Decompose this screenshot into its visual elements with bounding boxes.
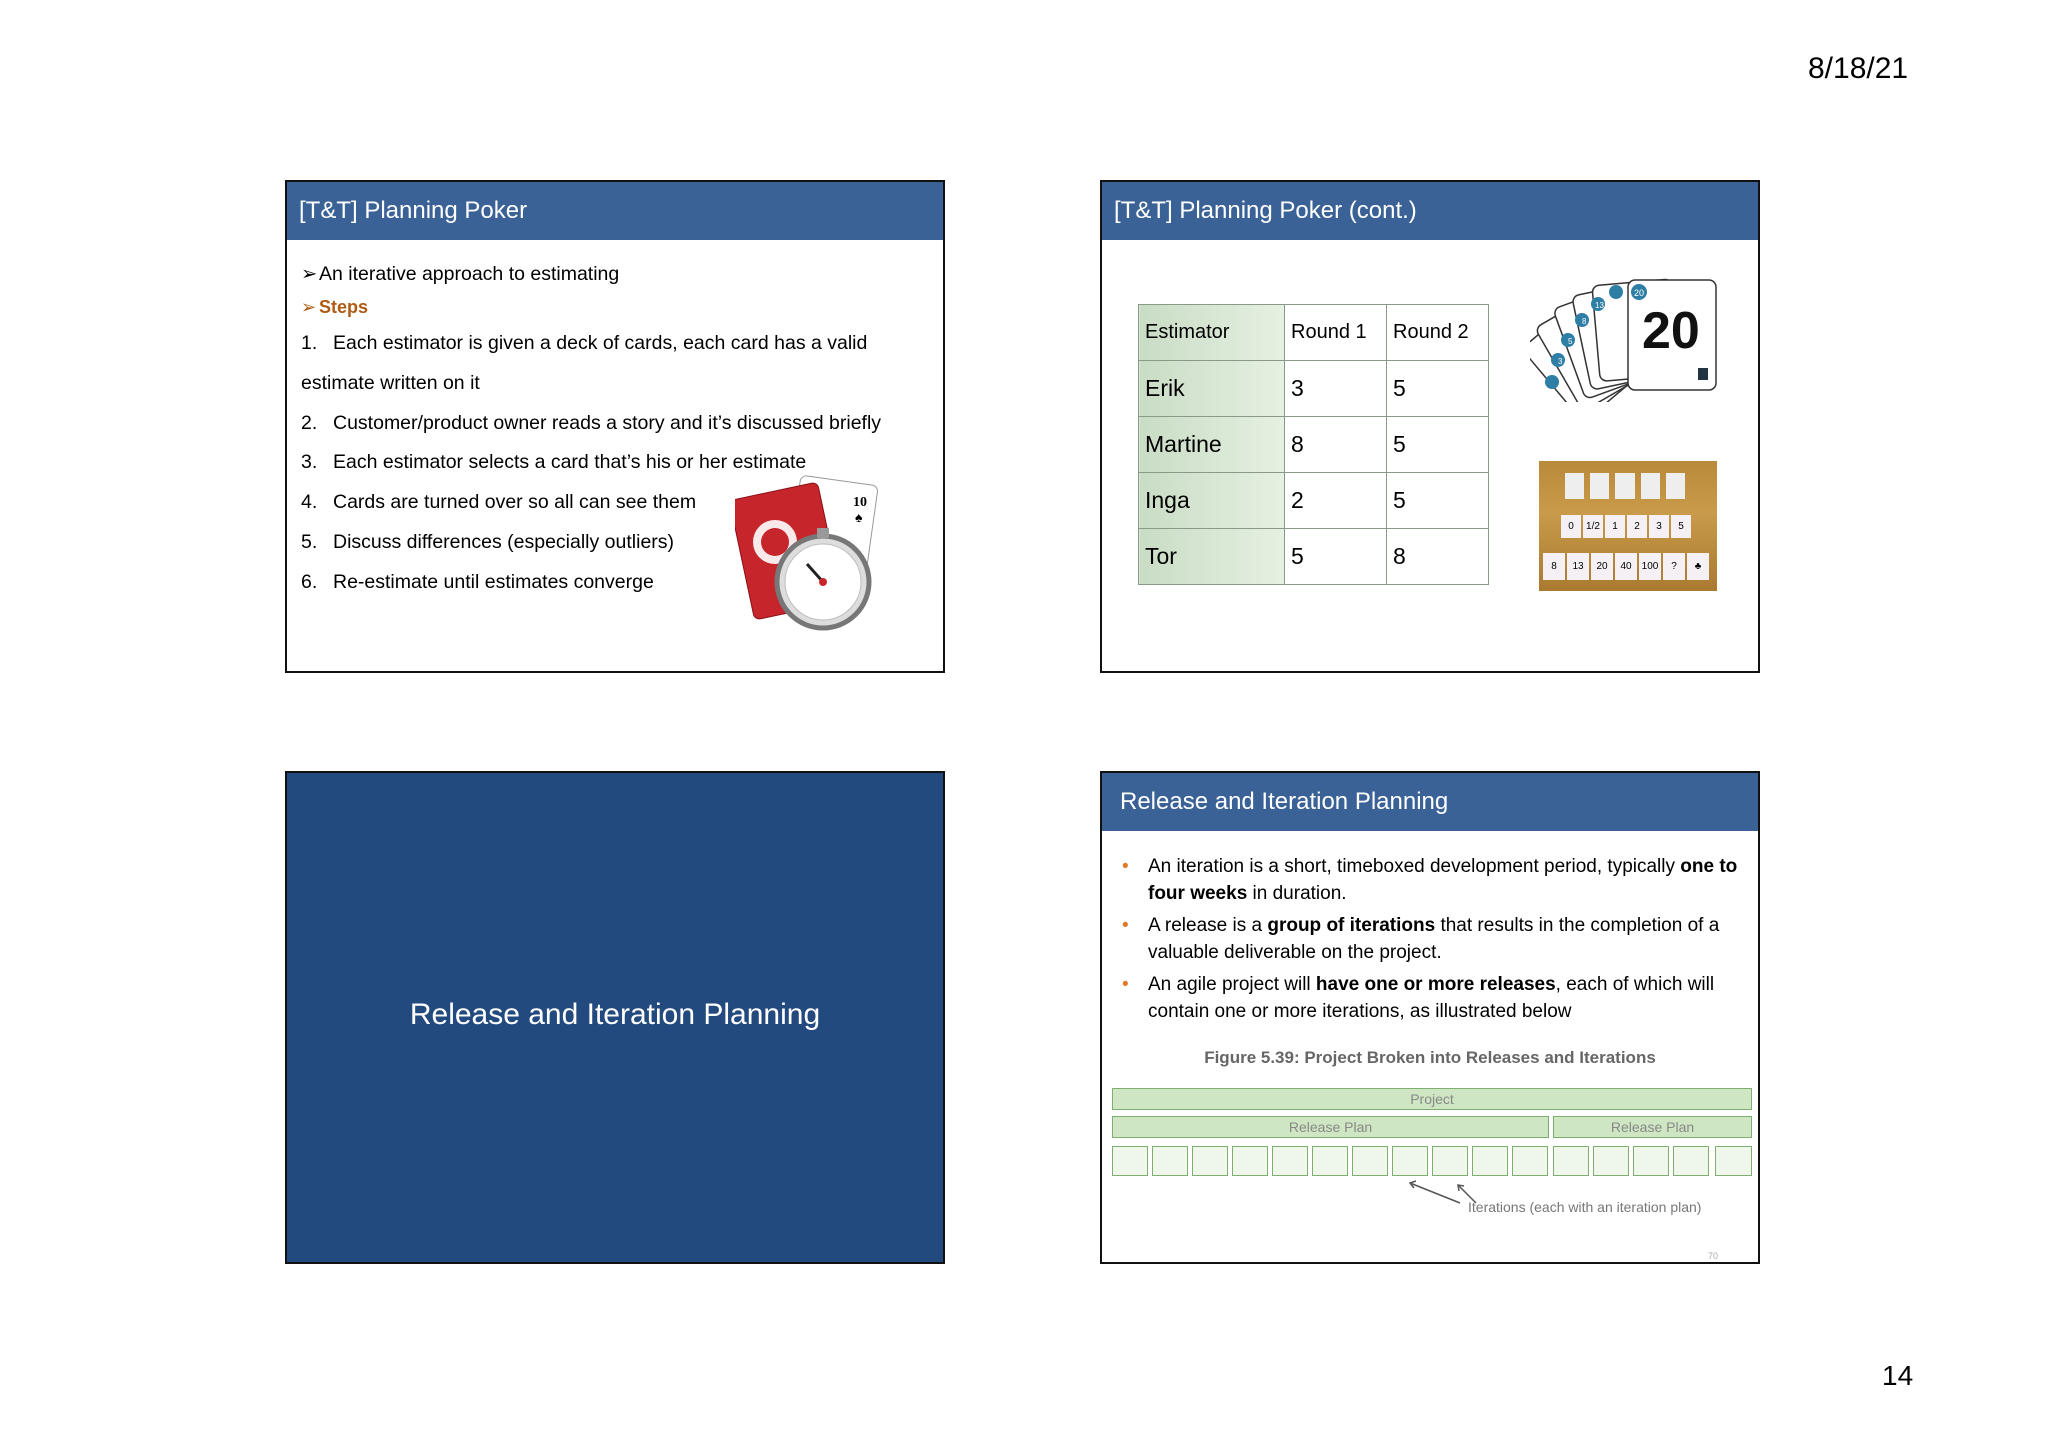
column-header: Estimator bbox=[1139, 305, 1285, 361]
slide-title: Release and Iteration Planning bbox=[1102, 773, 1758, 831]
intro-line bbox=[301, 262, 619, 286]
list-item: • An iteration is a short, timeboxed development period, typically one to four weeks in duration. bbox=[1122, 856, 1738, 904]
svg-text:20: 20 bbox=[1634, 288, 1645, 298]
table-header-row bbox=[1139, 305, 1489, 361]
step-item: 1. Each estimator is given a deck of cards, each card has a valid bbox=[301, 332, 868, 354]
iteration-box bbox=[1352, 1146, 1388, 1176]
iteration-box bbox=[1152, 1146, 1188, 1176]
column-header: Round 1 bbox=[1285, 305, 1387, 361]
table-row: Martine 8 5 bbox=[1139, 417, 1489, 473]
step-item: 4. Cards are turned over so all can see them bbox=[301, 491, 697, 513]
slide-release-iteration-planning[interactable] bbox=[1100, 771, 1760, 1264]
iteration-box bbox=[1593, 1146, 1629, 1176]
arrow-bullet-icon: ➢ bbox=[301, 263, 318, 285]
page-number: 14 bbox=[1882, 1360, 1914, 1391]
photo-top-cards bbox=[1565, 473, 1685, 499]
cards-stopwatch-icon bbox=[735, 472, 895, 642]
table-row: Tor 5 8 bbox=[1139, 529, 1489, 585]
svg-text:♠: ♠ bbox=[855, 509, 863, 525]
poker-cards-photo bbox=[1539, 461, 1717, 591]
photo-row-2: 8 13 20 40 100 ? ♣ bbox=[1543, 553, 1709, 580]
iteration-box bbox=[1112, 1146, 1148, 1176]
release-plan-bar: Release Plan bbox=[1112, 1116, 1549, 1138]
step-item: 5. Discuss differences (especially outliers) bbox=[301, 531, 675, 553]
slide-planning-poker-cont[interactable] bbox=[1100, 180, 1760, 673]
step-item: 6. Re-estimate until estimates converge bbox=[301, 571, 654, 593]
iteration-box bbox=[1432, 1146, 1468, 1176]
iteration-box bbox=[1312, 1146, 1348, 1176]
fanned-cards-icon bbox=[1530, 272, 1730, 402]
slide-title: [T&T] Planning Poker bbox=[287, 182, 943, 240]
iteration-box bbox=[1192, 1146, 1228, 1176]
svg-text:10: 10 bbox=[853, 495, 867, 510]
photo-row-1: 0 1/2 1 2 3 5 bbox=[1561, 515, 1691, 538]
slide-title: [T&T] Planning Poker (cont.) bbox=[1102, 182, 1758, 240]
list-item: • A release is a group of iterations that results in the completion of a valuable deliverable on the project. bbox=[1122, 915, 1720, 963]
slide-section-title[interactable] bbox=[285, 771, 945, 1264]
step-item: estimate written on it bbox=[301, 372, 480, 394]
figure-title: Figure 5.39: Project Broken into Releases and Iterations bbox=[1204, 1048, 1656, 1067]
steps-label: Steps bbox=[319, 297, 369, 317]
iteration-box bbox=[1392, 1146, 1428, 1176]
svg-text:8: 8 bbox=[1582, 317, 1587, 326]
table-row: Erik 3 5 bbox=[1139, 361, 1489, 417]
column-header: Round 2 bbox=[1387, 305, 1489, 361]
iteration-box bbox=[1512, 1146, 1548, 1176]
intro-text: An iterative approach to estimating bbox=[319, 263, 620, 285]
iteration-box bbox=[1633, 1146, 1669, 1176]
steps-heading bbox=[301, 297, 368, 318]
slide-number: 70 bbox=[1708, 1251, 1719, 1261]
table-row: Inga 2 5 bbox=[1139, 473, 1489, 529]
svg-text:3: 3 bbox=[1558, 357, 1563, 366]
iteration-box bbox=[1553, 1146, 1589, 1176]
release-plan-bar: Release Plan bbox=[1553, 1116, 1752, 1138]
iteration-box bbox=[1272, 1146, 1308, 1176]
step-item: 3. Each estimator selects a card that’s his or her estimate bbox=[301, 451, 807, 473]
iteration-box bbox=[1715, 1146, 1752, 1176]
iteration-box bbox=[1472, 1146, 1508, 1176]
project-bar: Project bbox=[1112, 1088, 1752, 1110]
svg-text:5: 5 bbox=[1568, 337, 1573, 346]
svg-text:13: 13 bbox=[1595, 301, 1604, 310]
svg-text:20: 20 bbox=[1642, 302, 1700, 360]
bullet-list bbox=[1118, 853, 1748, 1030]
estimates-table bbox=[1138, 304, 1489, 585]
list-item: • An agile project will have one or more releases, each of which will contain one or more iterations, as illustrated below bbox=[1122, 974, 1715, 1022]
iteration-box bbox=[1673, 1146, 1709, 1176]
header-date: 8/18/21 bbox=[1808, 52, 1909, 85]
step-item: 2. Customer/product owner reads a story and it’s discussed briefly bbox=[301, 412, 882, 434]
section-title: Release and Iteration Planning bbox=[409, 998, 821, 1031]
slide-planning-poker[interactable] bbox=[285, 180, 945, 673]
iteration-box bbox=[1232, 1146, 1268, 1176]
arrow-bullet-icon: ➢ bbox=[301, 297, 317, 317]
iterations-label: Iterations (each with an iteration plan) bbox=[1468, 1199, 1702, 1215]
